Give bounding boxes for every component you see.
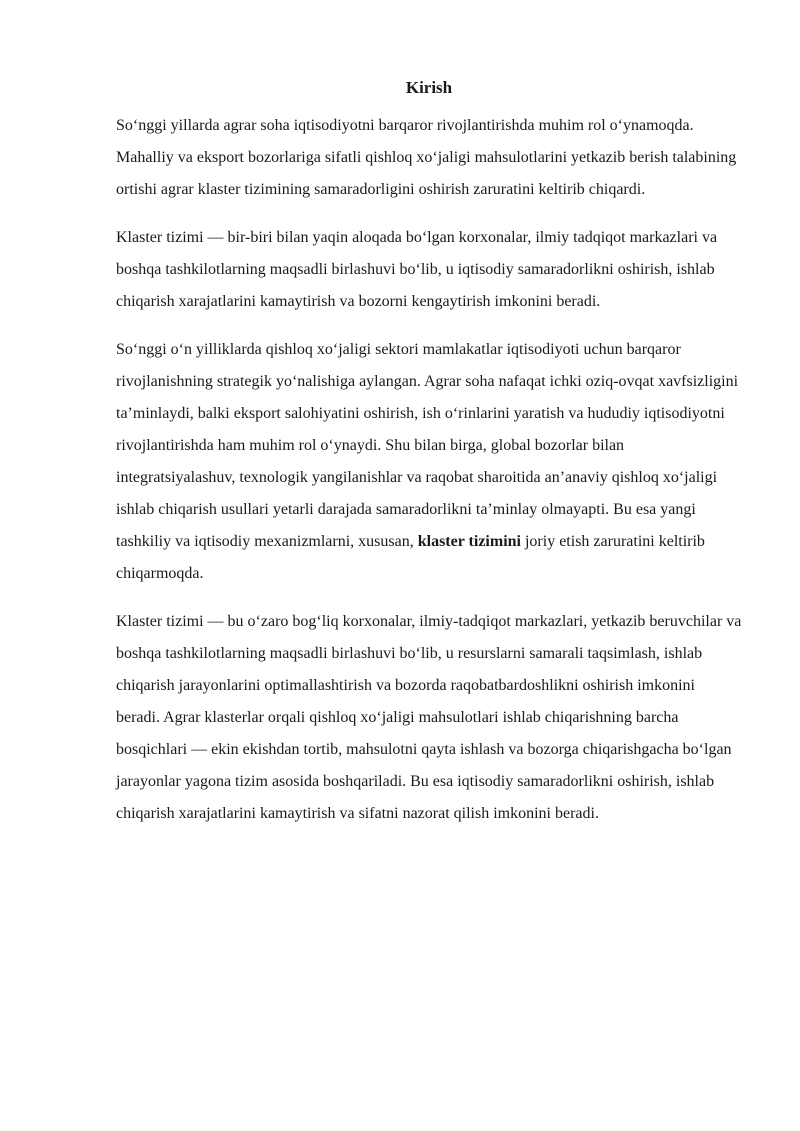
paragraph-3-text-after: joriy etish zaruratini keltirib chiqarmoqda. bbox=[116, 533, 705, 582]
paragraph-1: So‘nggi yillarda agrar soha iqtisodiyotni barqaror rivojlantirishda muhim rol o‘ynamoqda. Mahalliy va eksport bozorlariga sifatli qishloq xo‘jaligi mahsulotlarini yetkazib berish talabining ortishi agrar klaster tizimining samaradorligini oshirish zaruratini keltirib chiqardi. bbox=[116, 117, 737, 198]
document-title: Kirish bbox=[405, 78, 453, 97]
paragraph-3-text-before: So‘nggi o‘n yilliklarda qishloq xo‘jaligi sektori mamlakatlar iqtisodiyoti uchun barqaror rivojlanishning strategik yo‘nalishiga aylangan. Agrar soha nafaqat ichki oziq-ovqat xavfsizligini ta’minlaydi, balki eksport salohiyatini oshirish, ish o‘rinlarini yaratish va hududiy iqtisodiyotni rivojlantirishda ham muhim rol o‘ynaydi. Shu bilan birga, global bozorlar bilan integratsiyalashuv, texnologik yangilanishlar va raqobat sharoitida an’anaviy qishloq xo‘jaligi ishlab chiqarish usullari yetarli darajada samaradorlikni ta’minlay olmayapti. Bu esa yangi tashkiliy va iqtisodiy mexanizmlarni, xususan, bbox=[116, 341, 739, 550]
paragraph-2: Klaster tizimi — bir-biri bilan yaqin aloqada bo‘lgan korxonalar, ilmiy tadqiqot markazlari va boshqa tashkilotlarning maqsadli birlashuvi bo‘lib, u iqtisodiy samaradorlikni oshirish, ishlab chiqarish xarajatlarini kamaytirish va bozorni kengaytirish imkonini beradi. bbox=[116, 229, 718, 310]
paragraph-3-bold-term: klaster tizimini bbox=[417, 533, 521, 550]
paragraph-3 bbox=[116, 334, 742, 590]
document-content bbox=[116, 74, 742, 830]
paragraph-4: Klaster tizimi — bu o‘zaro bog‘liq korxonalar, ilmiy-tadqiqot markazlari, yetkazib beruvchilar va boshqa tashkilotlarning maqsadli birlashuvi bo‘lib, u resurslarni samarali taqsimlash, ishlab chiqarish jarayonlarini optimallashtirish va bozorda raqobatbardoshlikni oshirish imkonini beradi. Agrar klasterlar orqali qishloq xo‘jaligi mahsulotlari ishlab chiqarishning barcha bosqichlari — ekin ekishdan tortib, mahsulotni qayta ishlash va bozorga chiqarishgacha bo‘lgan jarayonlar yagona tizim asosida boshqariladi. Bu esa iqtisodiy samaradorlikni oshirish, ishlab chiqarish xarajatlarini kamaytirish va sifatni nazorat qilish imkonini beradi. bbox=[116, 613, 742, 822]
